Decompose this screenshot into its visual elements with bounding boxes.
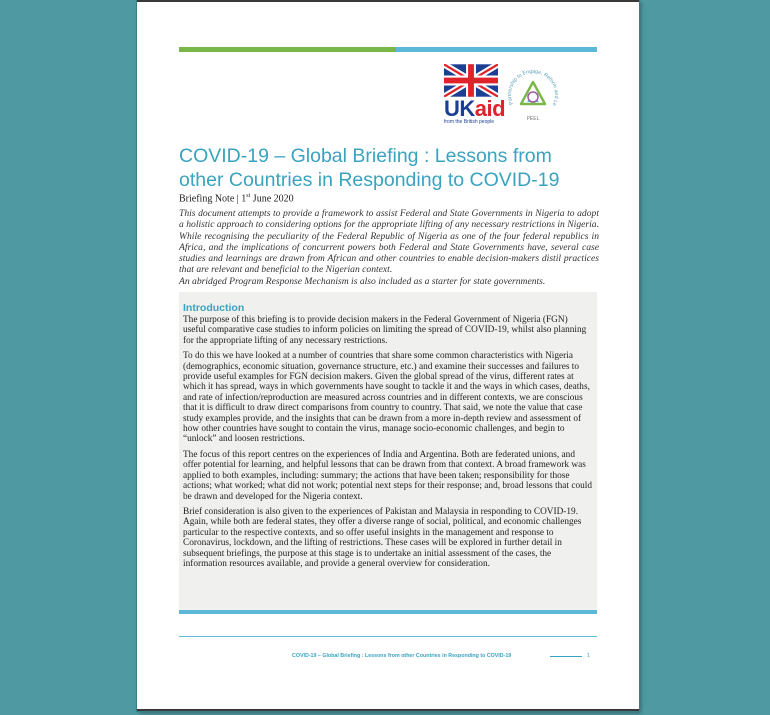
header-bar-green	[179, 47, 396, 52]
briefing-separator: |	[234, 193, 242, 205]
briefing-meta	[179, 193, 294, 204]
footer-title: COVID-19 – Global Briefing : Lessons from other Countries in Responding to COVID-19	[292, 653, 512, 659]
introduction-section	[179, 292, 597, 614]
intro-paragraph: The focus of this report centres on the experiences of India and Argentina. Both are federated unions, and offer potential for learning, and helpful lessons that can be drawn from that context. A broad framework was applied to both examples, including: summary; the actions that have been taken; responsibility for those actions; what worked; what did not work; potential next steps for their response; and, broad lessons that could be drawn and developed for the Nigeria context.	[183, 449, 592, 502]
intro-paragraph: Brief consideration is also given to the experiences of Pakistan and Malaysia in responding to COVID-19. Again, while both are federal states, they offer a diverse range of social, political, and economic challenges particular to the respective contexts, and so offer useful insights in the management and response to Coronavirus, lockdown, and the lifting of restrictions. These cases will be explored in further detail in subsequent briefings, the purpose at this stage is to undertake an initial assessment of the cases, the information resources available, and provide a general overview for consideration.	[183, 506, 582, 569]
ukaid-logo	[444, 64, 506, 126]
introduction-heading: Introduction	[183, 302, 245, 314]
intro-paragraph: The purpose of this briefing is to provide decision makers in the Federal Government of Nigeria (FGN) useful comparative case studies to inform policies on limiting the spread of COVID-19, whilst also planning for the appropriate lifting of any necessary restrictions.	[183, 315, 587, 346]
intro-paragraph: To do this we have looked at a number of countries that share some common characteristics with Nigeria (demographics, economic situation, governance structure, etc.) and examine their successes and failures to provide useful examples for FGN decision makers. Given the global spread of the virus, different rates at which it has spread, ways in which governments have sought to tackle it and the ways in which cases, deaths, and rate of infection/reproduction are measured across countries and in different contexts, we are conscious that it is difficult to draw direct comparisons from country to country. That said, we note the value that case study examples provide, and the insights that can be drawn from a more in-depth review and assessment of how other countries have sought to contain the virus, manage socio-economic challenges, and begin to “unlock” and loosen restrictions.	[183, 351, 590, 445]
footer-divider	[179, 636, 597, 637]
peel-arc-text: Partnership to Engage, Reform and Le	[506, 68, 560, 107]
briefing-date-suffix: st	[246, 193, 251, 199]
document-title: COVID-19 – Global Briefing : Lessons from other Countries in Responding to COVID-19	[179, 145, 560, 191]
header-bar-blue	[396, 47, 597, 52]
ukaid-word-aid: aid	[474, 96, 506, 121]
header-color-bar	[179, 47, 597, 52]
ukaid-wordmark	[444, 96, 506, 121]
union-jack-flag-icon	[444, 64, 498, 97]
peel-label: PEEL	[526, 116, 540, 122]
abstract-note: An abridged Program Response Mechanism is also included as a starter for state governments.	[179, 276, 546, 287]
peel-logo-icon	[505, 58, 561, 128]
page-bottom-border	[137, 709, 639, 711]
document-abstract: This document attempts to provide a framework to assist Federal and State Governments in Nigeria to adopt a holistic approach to considering options for the appropriate lifting of any necessary restrictions in Nigeria. While recognising the peculiarity of the Federal Republic of Nigeria as one of the four federal republics in Africa, and the implications of concurrent powers both Federal and State Governments have, several case studies and learnings are drawn from African and other countries to enable decision-makers distil practices that are relevant and beneficial to the Nigerian context.	[179, 208, 599, 276]
page-number: 1	[587, 653, 591, 659]
briefing-date-day: 1	[241, 193, 247, 205]
ukaid-word-uk: UK	[444, 96, 475, 121]
footer-line	[550, 656, 582, 657]
page-top-border	[137, 0, 639, 2]
ukaid-tagline: from the British people	[444, 119, 495, 125]
document-page	[137, 0, 639, 711]
briefing-type: Briefing Note	[179, 193, 235, 205]
briefing-date-rest: June 2020	[250, 193, 294, 205]
